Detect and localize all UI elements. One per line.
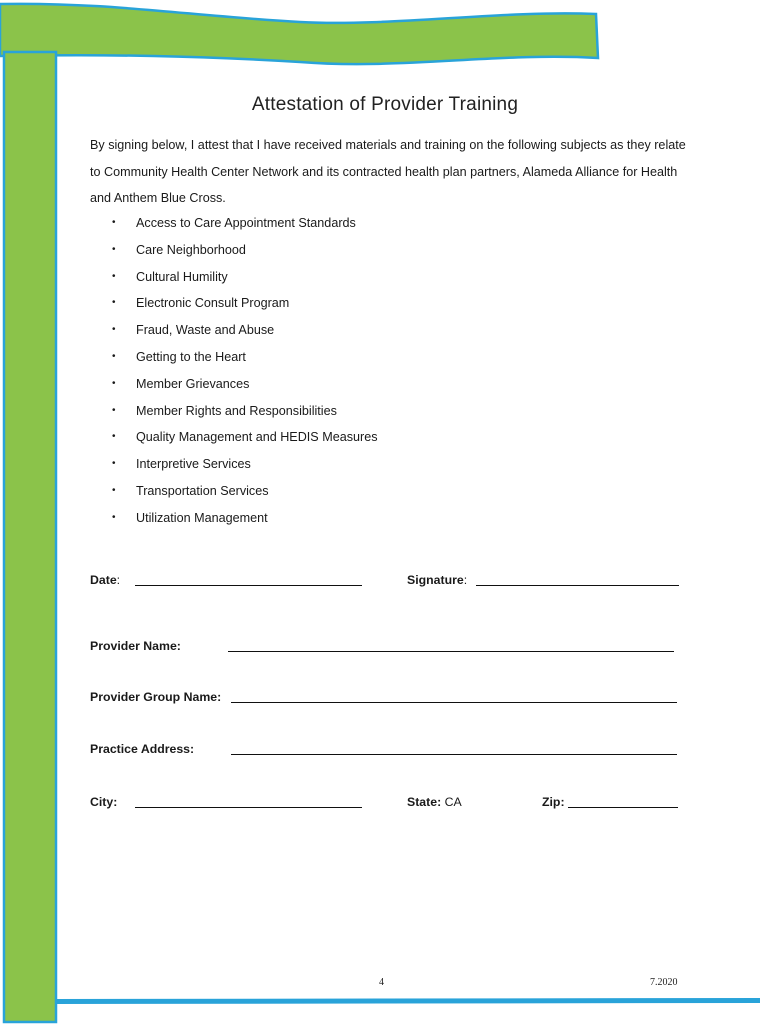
topic-item: [112, 505, 378, 532]
topic-label: Getting to the Heart: [136, 349, 246, 364]
bullet-icon: •: [112, 270, 116, 282]
city-field: [90, 793, 117, 811]
topic-item: [112, 398, 378, 425]
topic-item: [112, 317, 378, 344]
state-value: CA: [444, 795, 462, 809]
bullet-icon: •: [112, 217, 116, 228]
bullet-icon: •: [112, 511, 116, 523]
provider-group-label: Provider Group Name:: [90, 690, 222, 704]
intro-paragraph: By signing below, I attest that I have received materials and training on the following subjects as they relate to Community Health Center Network and its contracted health plan partners, Alameda Alliance for Health and Anthem Blue Cross.: [90, 138, 686, 205]
practice-address-label: Practice Address:: [90, 742, 195, 756]
topic-item: [112, 210, 378, 237]
revision-date: 7.2020: [650, 977, 678, 988]
bullet-icon: •: [112, 350, 116, 362]
topic-item: [112, 451, 378, 478]
topic-item: [112, 237, 378, 264]
bullet-icon: •: [112, 297, 116, 309]
state-field: [407, 793, 462, 811]
topic-label: Utilization Management: [136, 510, 268, 525]
practice-address-line[interactable]: [231, 754, 677, 755]
page-title: Attestation of Provider Training: [251, 94, 519, 115]
date-field: [90, 571, 120, 589]
topic-item: [112, 290, 378, 317]
bottom-stripe: [56, 998, 760, 1004]
topic-item: [112, 424, 378, 451]
topic-list: [112, 210, 378, 532]
city-line[interactable]: [135, 807, 362, 808]
state-label: State:: [407, 795, 442, 809]
topic-label: Fraud, Waste and Abuse: [136, 323, 275, 338]
zip-field: [542, 793, 565, 811]
date-colon: :: [116, 573, 121, 587]
provider-group-field: [90, 688, 221, 706]
signature-line[interactable]: [476, 585, 679, 586]
signature-field: [407, 571, 467, 589]
zip-line[interactable]: [568, 807, 678, 808]
topic-label: Electronic Consult Program: [136, 296, 290, 311]
signature-colon: :: [463, 573, 468, 587]
topic-item: [112, 264, 378, 291]
bullet-icon: •: [112, 458, 116, 470]
provider-group-line[interactable]: [231, 702, 677, 703]
provider-name-line[interactable]: [228, 651, 674, 652]
topic-label: Access to Care Appointment Standards: [136, 216, 356, 230]
bullet-icon: •: [112, 484, 116, 496]
zip-label: Zip:: [542, 795, 565, 809]
bullet-icon: •: [112, 404, 116, 416]
topic-label: Member Grievances: [136, 376, 250, 391]
provider-name-label: Provider Name:: [90, 639, 181, 653]
provider-name-field: [90, 637, 181, 655]
topic-item: [112, 344, 378, 371]
topic-label: Cultural Humility: [136, 269, 228, 284]
topic-label: Care Neighborhood: [136, 242, 246, 257]
topic-label: Transportation Services: [136, 483, 269, 498]
top-banner: [0, 4, 598, 64]
practice-address-field: [90, 740, 194, 758]
bullet-icon: •: [112, 243, 116, 255]
topic-label: Member Rights and Responsibilities: [136, 403, 337, 418]
signature-label: Signature: [407, 573, 464, 587]
date-line[interactable]: [135, 585, 362, 586]
topic-item: [112, 371, 378, 398]
topic-label: Quality Management and HEDIS Measures: [136, 430, 378, 445]
topic-item: [112, 478, 378, 505]
date-label: Date: [90, 573, 117, 587]
left-bar: [4, 52, 56, 1022]
bullet-icon: •: [112, 431, 116, 443]
topic-label: Interpretive Services: [136, 457, 251, 472]
city-label: City:: [90, 795, 118, 809]
page-number: 4: [379, 977, 384, 988]
bullet-icon: •: [112, 377, 116, 389]
bullet-icon: •: [112, 324, 116, 336]
